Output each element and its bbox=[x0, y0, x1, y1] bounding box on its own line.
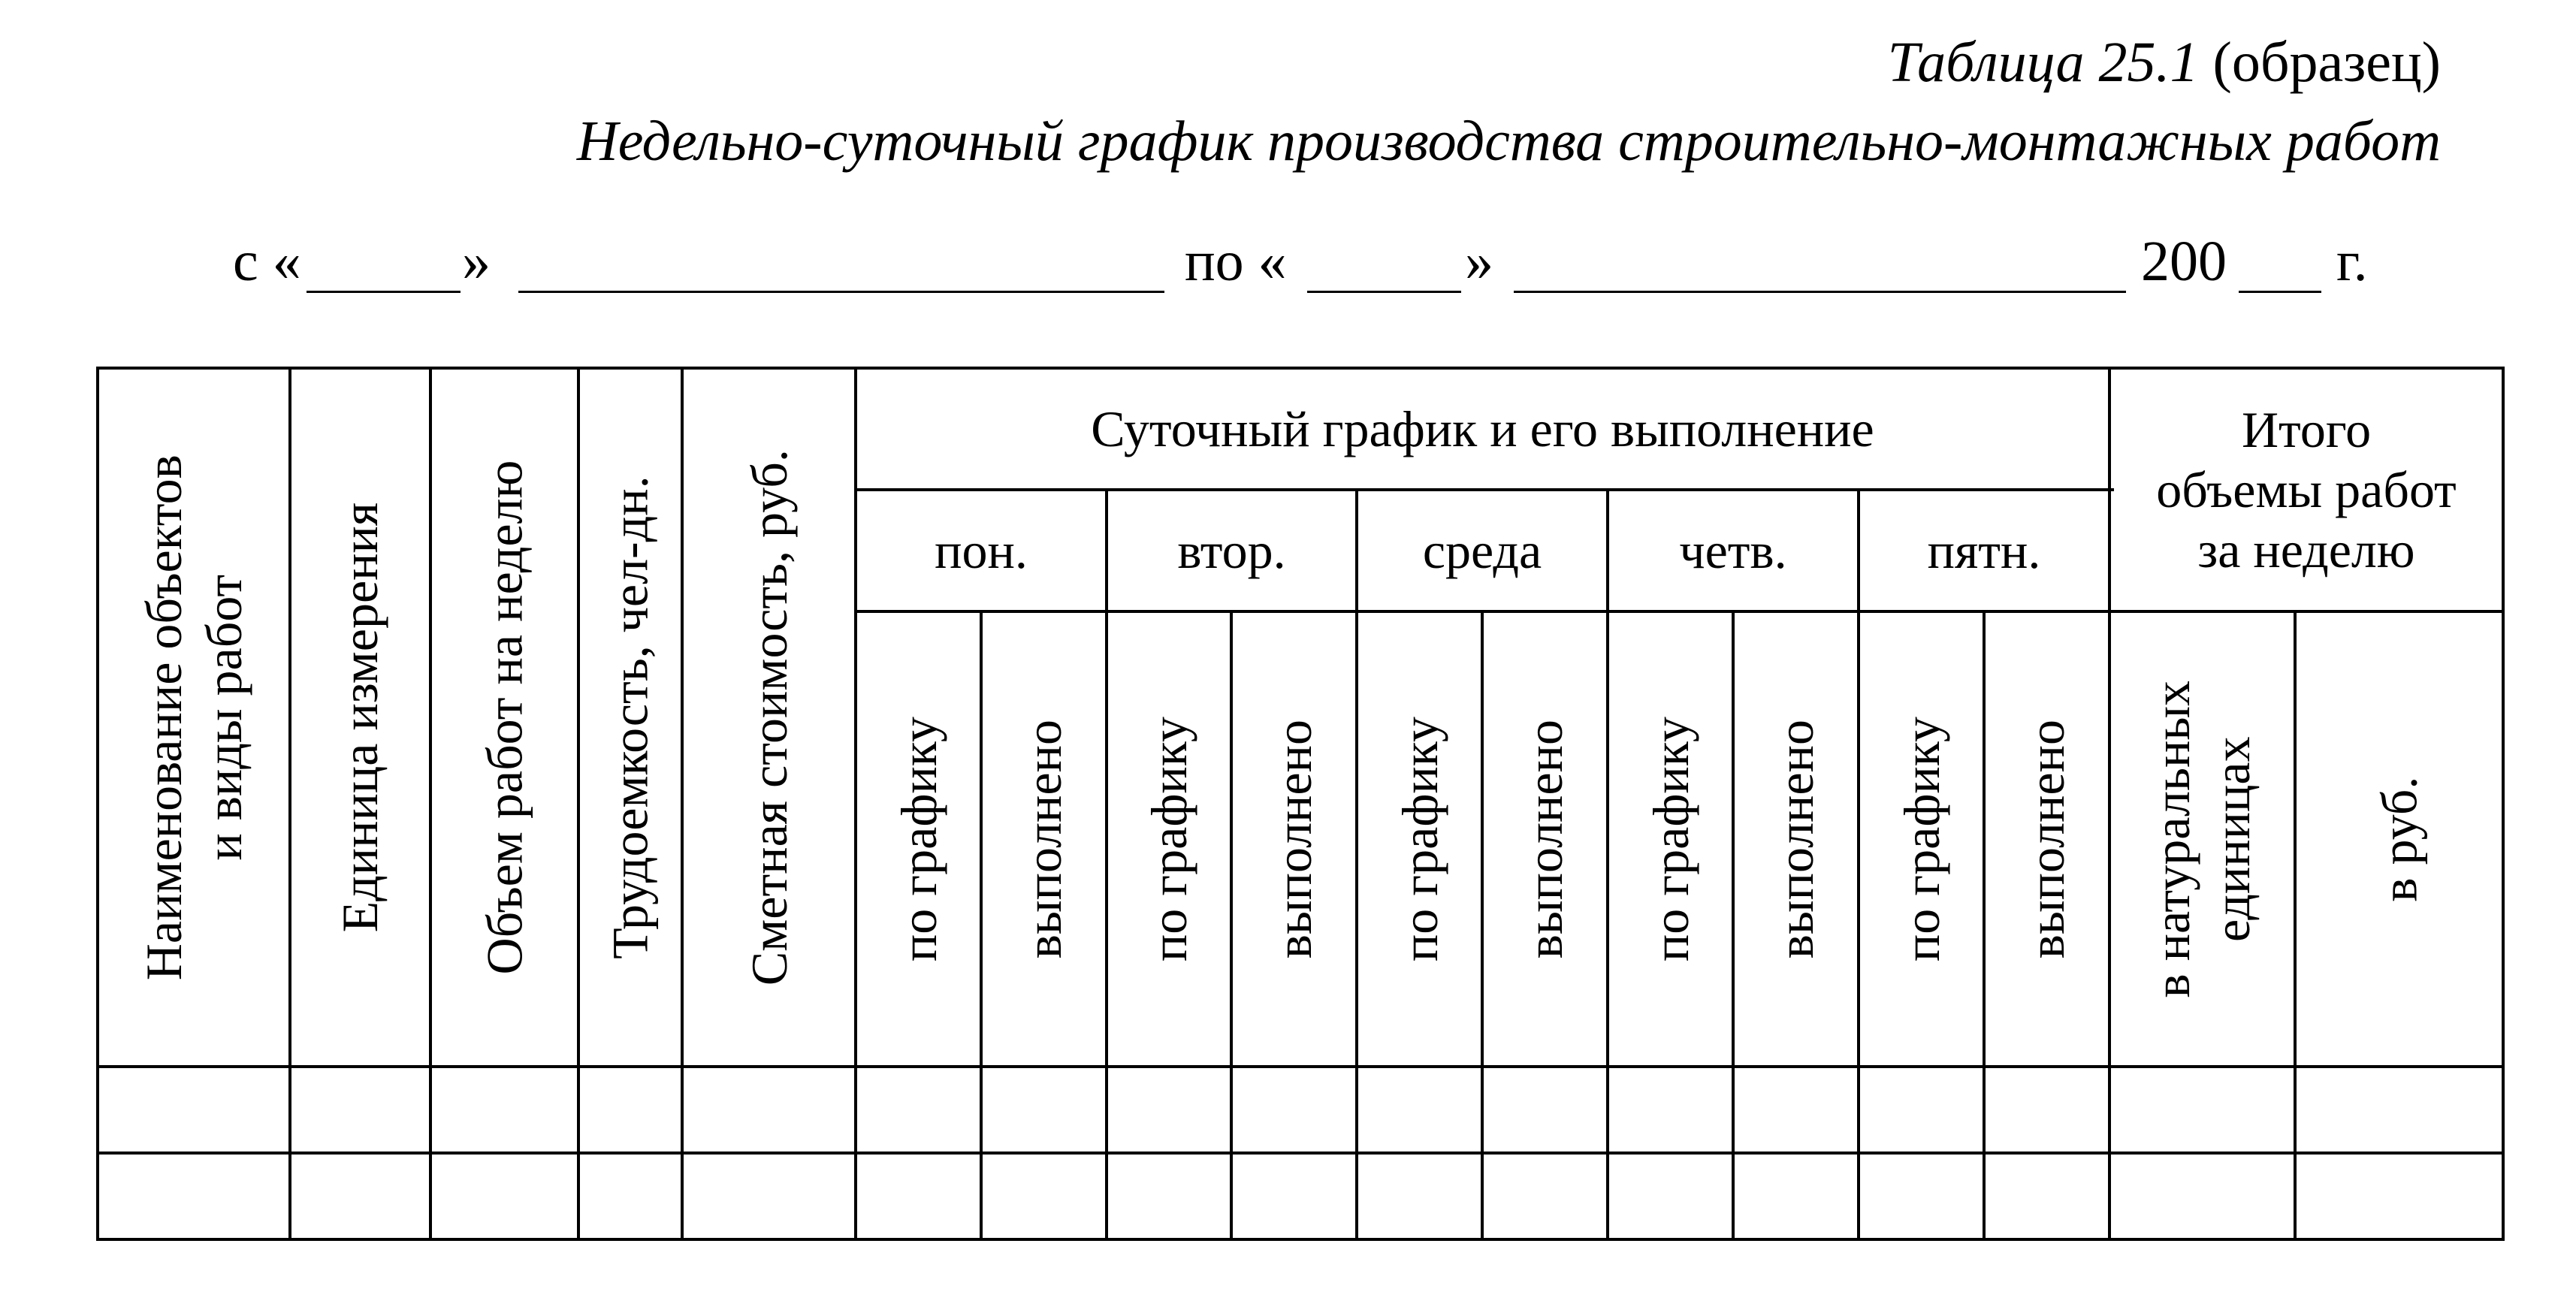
totals-header bbox=[2111, 370, 2502, 610]
sample-label: (образец) bbox=[2212, 31, 2441, 94]
day-monday: пон. bbox=[935, 521, 1028, 579]
daily-schedule-header: Суточный график и его выполнение bbox=[1091, 400, 1874, 457]
col-header-name-line2: и виды работ bbox=[195, 574, 252, 861]
day-wednesday: среда bbox=[1422, 521, 1542, 579]
col-header-volume: Объем работ на неделю bbox=[476, 460, 533, 975]
day-tuesday: втор. bbox=[1177, 521, 1286, 579]
year-prefix: 200 bbox=[2141, 230, 2227, 293]
totals-line2: объемы работ bbox=[2156, 460, 2457, 518]
table-label: Таблица 25.1 bbox=[1887, 31, 2199, 94]
totals-natural-line2: единицах bbox=[2203, 736, 2261, 942]
day-thursday: четв. bbox=[1679, 521, 1787, 579]
sub-plan-monday: по графику bbox=[889, 716, 947, 961]
sub-done-thursday: выполнено bbox=[1767, 719, 1825, 959]
totals-line1: Итого bbox=[2241, 400, 2372, 458]
table-right-border bbox=[2502, 367, 2505, 1241]
sub-plan-wednesday: по графику bbox=[1391, 716, 1448, 961]
sub-done-tuesday: выполнено bbox=[1265, 719, 1323, 959]
totals-rub: в руб. bbox=[2370, 776, 2428, 902]
col-header-cost: Сметная стоимость, руб. bbox=[740, 449, 798, 986]
col-header-name bbox=[99, 370, 288, 1065]
sub-done-friday: выполнено bbox=[2018, 719, 2076, 959]
from-close: » bbox=[462, 230, 491, 293]
from-prefix: с « bbox=[233, 230, 301, 293]
totals-natural-line1: в натуральных bbox=[2143, 680, 2201, 998]
sub-done-monday: выполнено bbox=[1015, 719, 1073, 959]
sub-plan-tuesday: по графику bbox=[1140, 716, 1197, 961]
totals-natural-units bbox=[2111, 613, 2294, 1065]
to-close: » bbox=[1465, 230, 1493, 293]
col-header-unit: Единица измерения bbox=[331, 502, 389, 933]
table-bottom-border bbox=[96, 1238, 2505, 1241]
day-friday: пятн. bbox=[1927, 521, 2041, 579]
table-row[interactable] bbox=[99, 1068, 2502, 1152]
col-header-name-line1: Наименование объектов bbox=[134, 454, 192, 980]
sub-plan-thursday: по графику bbox=[1641, 716, 1699, 961]
to-prefix: по « bbox=[1185, 230, 1287, 293]
sub-plan-friday: по графику bbox=[1892, 716, 1950, 961]
col-header-labor: Трудоемкость, чел-дн. bbox=[601, 475, 659, 959]
totals-line3: за неделю bbox=[2197, 521, 2415, 579]
document-title: Недельно-суточный график производства строительно-монтажных работ bbox=[576, 110, 2441, 173]
sub-done-wednesday: выполнено bbox=[1516, 719, 1574, 959]
table-row[interactable] bbox=[99, 1155, 2502, 1238]
year-suffix: г. bbox=[2336, 230, 2368, 293]
